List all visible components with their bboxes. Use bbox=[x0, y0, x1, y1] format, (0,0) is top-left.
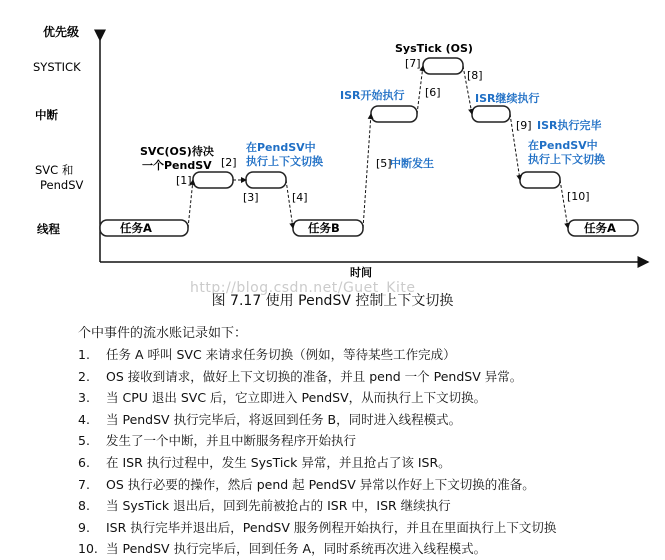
figure-caption: 图 7.17 使用 PendSV 控制上下文切换 bbox=[211, 293, 454, 309]
list-item bbox=[78, 409, 556, 431]
level-svc: SVC 和 bbox=[35, 163, 74, 177]
watermark: http://blog.csdn.net/Guet_Kite bbox=[190, 280, 416, 296]
label-isr-done: ISR执行完毕 bbox=[537, 119, 602, 132]
list-text: 当 PendSV 执行完毕后，回到任务 A，同时系统再次进入线程模式。 bbox=[106, 541, 487, 557]
task-b-label: 任务B bbox=[308, 221, 340, 235]
label-isr-continue: ISR继续执行 bbox=[475, 92, 540, 105]
task-a-label-1: 任务A bbox=[120, 221, 152, 235]
step-6: [6] bbox=[425, 86, 441, 99]
list-item bbox=[78, 344, 556, 366]
list-number: 2. bbox=[78, 368, 90, 384]
list-text: ISR 执行完毕并退出后，PendSV 服务例程开始执行，并且在里面执行上下文切换 bbox=[106, 519, 557, 535]
arrow-10 bbox=[560, 180, 568, 228]
pendsv-box-1 bbox=[246, 172, 286, 188]
step-10: [10] bbox=[567, 190, 590, 203]
list-number: 9. bbox=[78, 519, 90, 535]
list-text: OS 执行必要的操作，然后 pend 起 PendSV 异常以作好上下文切换的准备。 bbox=[106, 476, 535, 492]
level-pendsv: PendSV bbox=[40, 178, 84, 192]
step-5: [5] bbox=[376, 157, 392, 170]
label-systick-os: SysTick (OS) bbox=[395, 42, 473, 55]
event-list bbox=[78, 344, 556, 560]
list-text: 在 ISR 执行过程中，发生 SysTick 异常，并且抢占了该 ISR。 bbox=[106, 454, 451, 470]
list-number: 4. bbox=[78, 411, 90, 427]
isr-box-2 bbox=[472, 106, 510, 122]
list-item bbox=[78, 452, 556, 474]
arrow-4 bbox=[286, 180, 293, 228]
list-number: 8. bbox=[78, 498, 90, 514]
list-item bbox=[78, 474, 556, 496]
step-1: [1] bbox=[176, 174, 192, 187]
list-number: 5. bbox=[78, 433, 90, 449]
task-a-label-2: 任务A bbox=[584, 221, 616, 235]
level-interrupt: 中断 bbox=[35, 108, 58, 122]
label-pendsv-switch-1a: 在PendSV中 bbox=[246, 141, 316, 154]
step-7: [7] bbox=[405, 57, 421, 70]
list-number: 3. bbox=[78, 390, 90, 406]
list-number: 7. bbox=[78, 476, 90, 492]
list-item bbox=[78, 387, 556, 409]
level-systick: SYSTICK bbox=[33, 60, 81, 74]
arrow-1 bbox=[188, 180, 193, 228]
step-2: [2] bbox=[221, 156, 237, 169]
list-number: 1. bbox=[78, 347, 90, 362]
list-text: OS 接收到请求，做好上下文切换的准备，并且 pend 一个 PendSV 异常。 bbox=[106, 368, 523, 384]
svc-box bbox=[193, 172, 233, 188]
list-text: 当 PendSV 执行完毕后，将返回到任务 B，同时进入线程模式。 bbox=[106, 411, 462, 427]
list-text: 任务 A 呼叫 SVC 来请求任务切换（例如，等待某些工作完成） bbox=[106, 347, 456, 362]
x-axis-title: 时间 bbox=[350, 266, 372, 279]
list-item bbox=[78, 517, 556, 539]
list-text: 当 SysTick 退出后，回到先前被抢占的 ISR 中，ISR 继续执行 bbox=[106, 498, 451, 514]
list-number: 10. bbox=[78, 541, 98, 557]
list-number: 6. bbox=[78, 454, 90, 470]
label-svc-wait-1: SVC(OS)待决 bbox=[140, 145, 214, 158]
systick-box bbox=[423, 58, 463, 74]
list-item bbox=[78, 538, 556, 560]
list-text: 发生了一个中断，并且中断服务程序开始执行 bbox=[106, 433, 357, 449]
label-svc-wait-2: 一个PendSV bbox=[142, 159, 212, 172]
pendsv-box-2 bbox=[520, 172, 560, 188]
isr-box-1 bbox=[371, 106, 417, 122]
arrow-5 bbox=[363, 114, 371, 228]
arrow-6 bbox=[417, 66, 423, 114]
label-pendsv-switch-1b: 执行上下文切换 bbox=[246, 155, 323, 168]
label-pendsv-switch-2b: 执行上下文切换 bbox=[528, 153, 605, 166]
label-pendsv-switch-2a: 在PendSV中 bbox=[528, 139, 598, 152]
step-9: [9] bbox=[516, 119, 532, 132]
step-3: [3] bbox=[243, 191, 259, 204]
list-item bbox=[78, 495, 556, 517]
step-8: [8] bbox=[467, 69, 483, 82]
intro-text: 个中事件的流水账记录如下： bbox=[78, 326, 248, 341]
list-item bbox=[78, 430, 556, 452]
label-interrupt: 中断发生 bbox=[390, 157, 434, 170]
label-isr-start: ISR开始执行 bbox=[340, 89, 405, 102]
y-axis-title: 优先级 bbox=[43, 25, 80, 39]
level-thread: 线程 bbox=[37, 222, 60, 236]
list-text: 当 CPU 退出 SVC 后，它立即进入 PendSV，从而执行上下文切换。 bbox=[106, 390, 487, 406]
list-item bbox=[78, 366, 556, 388]
step-4: [4] bbox=[292, 191, 308, 204]
